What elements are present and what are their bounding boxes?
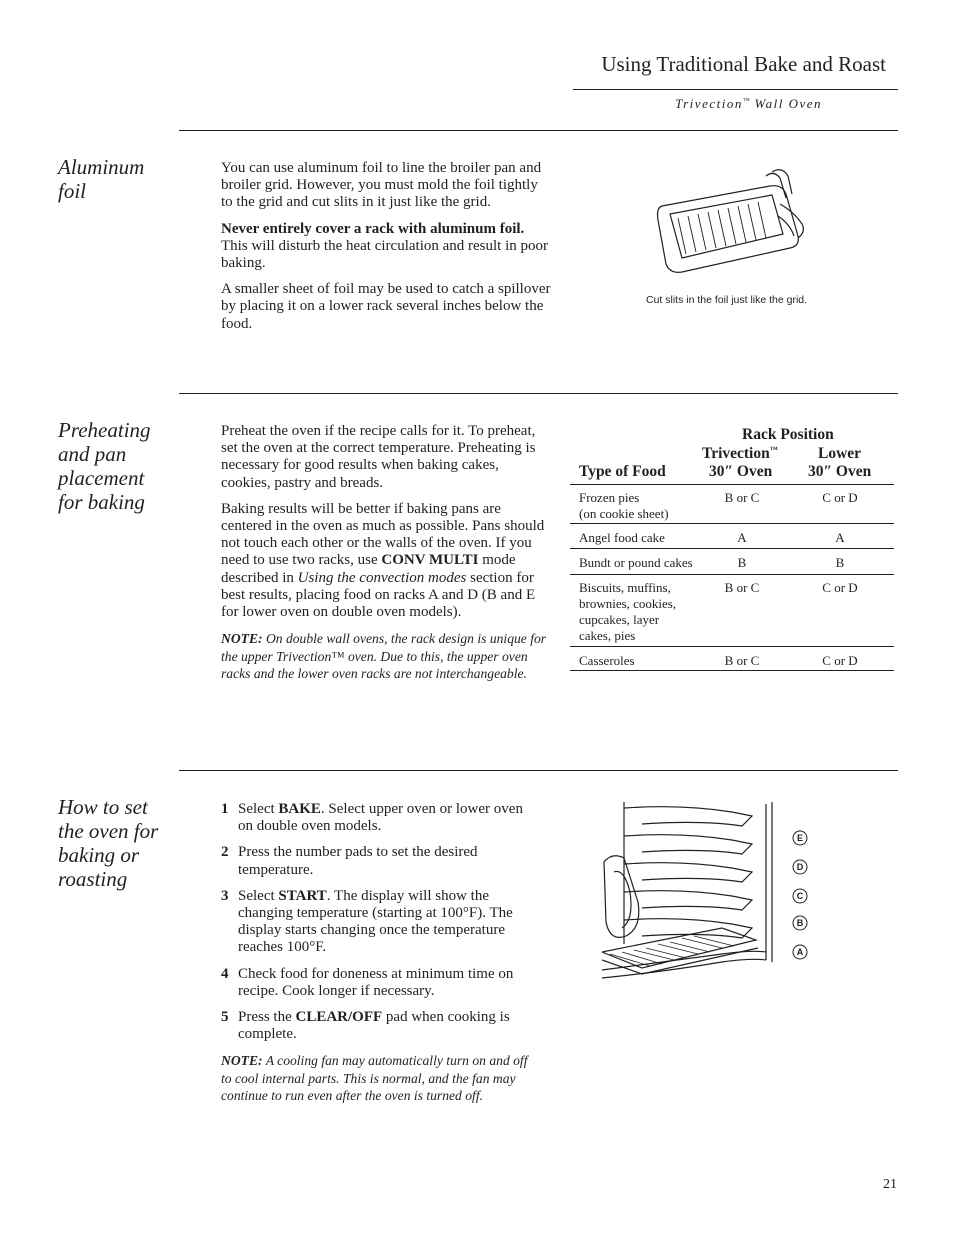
header-divider (573, 89, 898, 90)
preheat-p2: Baking results will be better if baking pans are centered in the oven as much as possible. Pans should not touch each other or the walls of the oven. If you need to use two racks, use CONV MULTI mode described in Using the convection modes section for best results, placing food on racks A and D (B and E for lower oven on double oven models). (221, 500, 545, 621)
section-title-preheating: Preheating and pan placement for baking (58, 418, 151, 514)
list-item: 1 Select BAKE. Select upper oven or lower oven on double oven models. (221, 801, 523, 835)
aluminum-p3: A smaller sheet of foil may be used to catch a spillover by placing it on a lower rack several inches below the food. (221, 281, 551, 332)
foil-illustration-caption: Cut slits in the foil just like the grid. (646, 294, 808, 306)
table-row: Frozen pies (on cookie sheet) B or C C or D (570, 484, 894, 523)
preheat-note: NOTE: On double wall ovens, the rack design is unique for the upper Trivection™ oven. Due to this, the upper oven racks and the lower oven racks are not interchangeable. (221, 631, 547, 682)
page-title: Using Traditional Bake and Roast (601, 52, 886, 76)
howto-note: NOTE: A cooling fan may automatically turn on and off to cool internal parts. This is normal, and the fan may continue to run even after the oven is turned off. (221, 1053, 528, 1104)
aluminum-p1: You can use aluminum foil to line the broiler pan and broiler grid. However, you must mold the foil tightly to the grid and cut slits in it just like the grid. (221, 160, 542, 211)
rack-label-a: A (796, 947, 804, 957)
table-row: Casseroles B or C C or D (570, 646, 894, 670)
lower-col-header-line2: 30″ Oven (808, 463, 872, 480)
table-header (570, 426, 894, 484)
section-title-aluminum-foil: Aluminum foil (58, 155, 145, 203)
foil-broiler-pan-illustration (652, 168, 807, 280)
list-item: 3 Select START. The display will show the changing temperature (starting at 100°F). The display starts changing once the temperature reaches 100°F. (221, 887, 513, 956)
table-row: Angel food cake A A (570, 523, 894, 548)
lower-col-header: Lower (818, 445, 862, 462)
how-to-set-text (221, 801, 541, 1105)
rack-label-d: D (796, 862, 804, 872)
table-bottom-rule (570, 670, 894, 671)
steps-list (221, 801, 541, 1043)
rack-label-e: E (796, 833, 804, 843)
rack-label-c: C (796, 891, 804, 901)
oven-rack-positions-illustration (602, 802, 812, 982)
section-title-how-to-set: How to set the oven for baking or roasting (58, 795, 159, 891)
type-of-food-header: Type of Food (579, 463, 666, 480)
trivection-col-header-line2: 30″ Oven (709, 463, 773, 480)
section-divider-aluminum (179, 130, 898, 131)
table-row: Bundt or pound cakes B B (570, 548, 894, 574)
rack-position-table (570, 426, 894, 671)
preheating-text (221, 423, 551, 691)
aluminum-foil-text (221, 160, 551, 342)
list-item: 5 Press the CLEAR/OFF pad when cooking is complete. (221, 1009, 510, 1043)
list-item: 4 Check food for doneness at minimum time on recipe. Cook longer if necessary. (221, 965, 514, 999)
page-number: 21 (883, 1177, 897, 1192)
aluminum-p2: Never entirely cover a rack with aluminum foil. This will disturb the heat circulation and result in poor baking. (221, 220, 549, 272)
section-divider-preheating (179, 393, 898, 394)
section-divider-howto (179, 770, 898, 771)
list-item: 2 Press the number pads to set the desired temperature. (221, 844, 478, 878)
table-row: Biscuits, muffins, brownies, cookies, cupcakes, layer cakes, pies B or C C or D (570, 574, 894, 646)
trivection-col-header: Trivection™ (702, 445, 778, 463)
rack-label-b: B (796, 918, 804, 928)
rack-position-header: Rack Position (742, 426, 834, 443)
preheat-p1: Preheat the oven if the recipe calls for it. To preheat, set the oven at the correct temperature. Preheating is necessary for good results when baking cakes, cookies, pastry and breads. (221, 423, 536, 491)
product-subtitle: Trivection™ Wall Oven (675, 96, 822, 111)
